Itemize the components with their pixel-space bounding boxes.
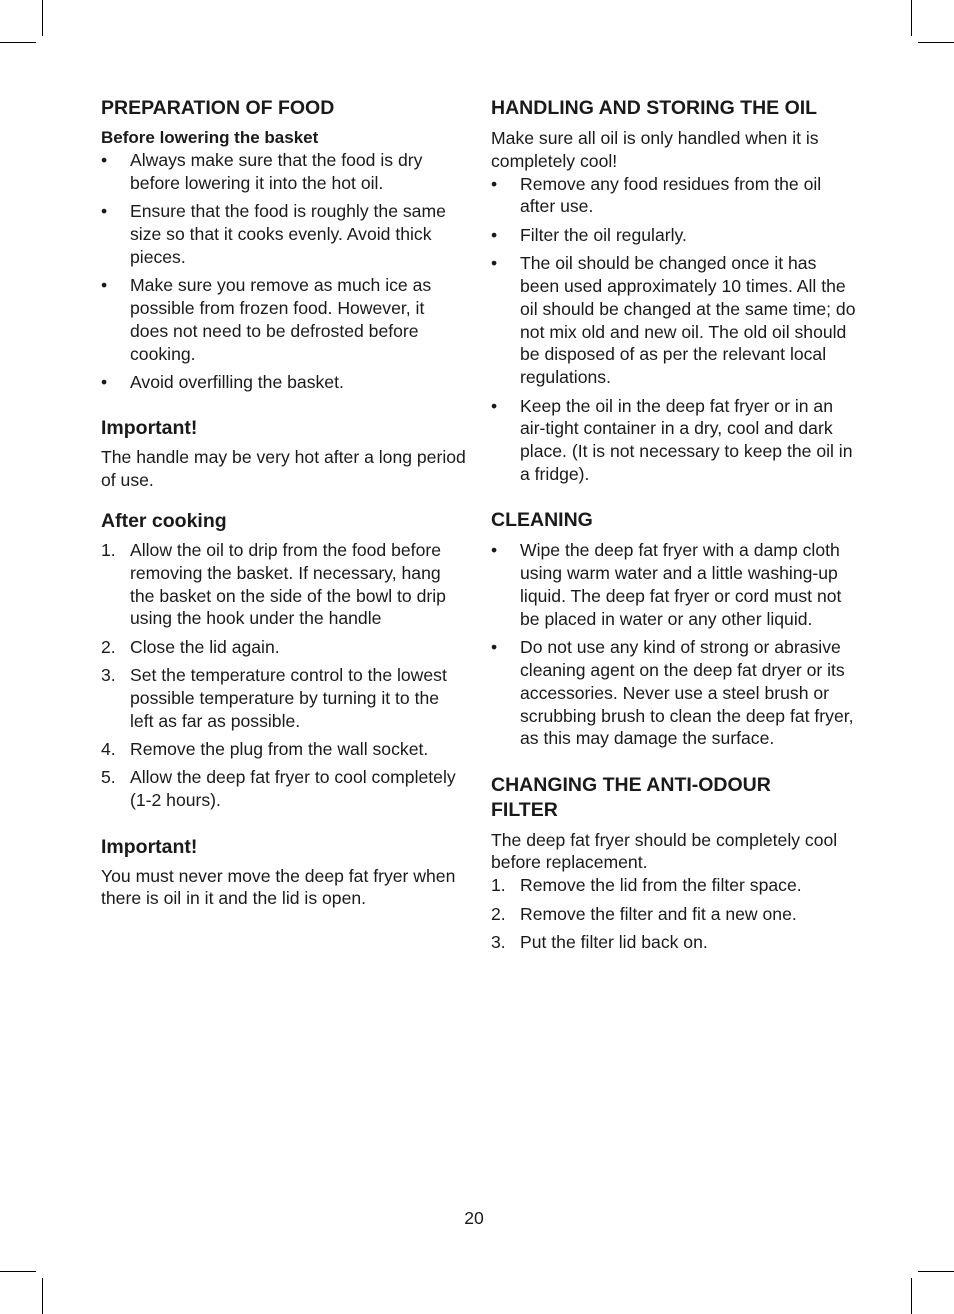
list-item <box>101 664 466 732</box>
crop-mark-bottom-left-v <box>42 1278 43 1314</box>
number-marker: 3. <box>101 665 116 686</box>
number-marker: 1. <box>101 539 116 560</box>
list-item <box>491 931 856 954</box>
crop-mark-bottom-right-h <box>918 1271 954 1272</box>
bullet-marker: • <box>491 540 498 561</box>
oil-heading: HANDLING AND STORING THE OIL <box>491 97 818 119</box>
important-text-1: The handle may be very hot after a long period of use. <box>101 447 466 491</box>
before-lowering-list <box>101 149 466 394</box>
list-item <box>491 395 856 486</box>
list-item <box>491 539 856 630</box>
number-marker: 2. <box>491 903 506 924</box>
filter-list <box>491 874 856 954</box>
oil-list <box>491 173 856 486</box>
before-lowering-subheading: Before lowering the basket <box>101 128 319 147</box>
number-marker: 2. <box>101 636 116 657</box>
list-item-text: Close the lid again. <box>130 636 280 657</box>
list-item <box>101 738 466 761</box>
list-item <box>101 636 466 659</box>
oil-intro: Make sure all oil is only handled when it is completely cool! <box>491 128 819 171</box>
important-text-2: You must never move the deep fat fryer when there is oil in it and the lid is open. <box>101 865 456 909</box>
list-item <box>101 371 466 394</box>
list-item-text: Avoid overfilling the basket. <box>130 371 344 392</box>
list-item-text: Allow the oil to drip from the food before removing the basket. If necessary, hang the basket on the side of the bowl to drip using the hook under the handle <box>130 539 446 629</box>
cleaning-list <box>491 539 856 750</box>
list-item <box>101 539 466 630</box>
list-item-text: Always make sure that the food is dry before lowering it into the hot oil. <box>130 150 423 193</box>
bullet-marker: • <box>101 150 108 170</box>
bullet-marker: • <box>491 224 498 245</box>
list-item <box>491 636 856 750</box>
filter-heading: CHANGING THE ANTI-ODOUR FILTER <box>491 773 771 821</box>
crop-mark-top-left-h <box>0 42 36 43</box>
list-item-text: Set the temperature control to the lowest possible temperature by turning it to the left as far as possible. <box>130 665 447 731</box>
crop-mark-top-left-v <box>42 0 43 36</box>
list-item <box>101 200 466 268</box>
bullet-marker: • <box>101 201 108 222</box>
left-column <box>101 96 466 910</box>
bullet-marker: • <box>491 173 498 194</box>
list-item <box>491 903 856 926</box>
number-marker: 1. <box>491 875 506 896</box>
number-marker: 4. <box>101 739 116 760</box>
bullet-marker: • <box>491 253 498 274</box>
list-item-text: Make sure you remove as much ice as possible from frozen food. However, it does not need to be defrosted before cooking. <box>130 275 432 364</box>
list-item <box>491 173 856 219</box>
crop-mark-top-right-h <box>918 42 954 43</box>
important-heading-2: Important! <box>101 835 198 858</box>
page-number: 20 <box>464 1208 484 1228</box>
important-heading-1: Important! <box>101 417 198 440</box>
crop-mark-bottom-left-h <box>0 1271 36 1272</box>
list-item <box>101 274 466 365</box>
list-item <box>101 766 466 812</box>
preparation-heading: PREPARATION OF FOOD <box>101 97 335 119</box>
bullet-marker: • <box>491 395 498 416</box>
list-item-text: Put the filter lid back on. <box>520 932 708 953</box>
list-item-text: Wipe the deep fat fryer with a damp cloth using warm water and a little washing-up liquid. The deep fat fryer or cord must not be placed in water or any other liquid. <box>520 540 842 629</box>
list-item <box>491 874 856 897</box>
right-column <box>491 96 856 959</box>
bullet-marker: • <box>491 637 498 658</box>
bullet-marker: • <box>101 371 108 392</box>
list-item <box>491 252 856 389</box>
list-item-text: Remove the filter and fit a new one. <box>520 903 797 924</box>
filter-intro: The deep fat fryer should be completely cool before replacement. <box>491 829 838 873</box>
list-item-text: Remove the plug from the wall socket. <box>130 739 429 760</box>
list-item-text: Keep the oil in the deep fat fryer or in an air-tight container in a dry, cool and dark place. (It is not necessary to keep the oil in a fridge). <box>520 395 853 484</box>
list-item-text: Remove the lid from the filter space. <box>520 875 802 896</box>
number-marker: 5. <box>101 767 116 788</box>
list-item-text: The oil should be changed once it has been used approximately 10 times. All the oil should be changed at the same time; do not mix old and new oil. The old oil should be disposed of as per the relevant local regulations. <box>520 253 856 388</box>
crop-mark-bottom-right-v <box>911 1278 912 1314</box>
crop-mark-top-right-v <box>911 0 912 36</box>
list-item-text: Allow the deep fat fryer to cool completely (1-2 hours). <box>130 767 456 811</box>
list-item <box>101 149 466 195</box>
list-item <box>491 224 856 247</box>
list-item-text: Do not use any kind of strong or abrasive cleaning agent on the deep fat dryer or its accessories. Never use a steel brush or scrubbing brush to clean the deep fat fryer, as this may damage the surface. <box>520 637 854 749</box>
list-item-text: Remove any food residues from the oil after use. <box>520 173 822 217</box>
after-cooking-list <box>101 539 466 812</box>
list-item-text: Ensure that the food is roughly the same size so that it cooks evenly. Avoid thick pieces. <box>130 201 446 267</box>
list-item-text: Filter the oil regularly. <box>520 224 687 245</box>
after-cooking-heading: After cooking <box>101 509 227 532</box>
cleaning-heading: CLEANING <box>491 509 593 532</box>
bullet-marker: • <box>101 275 108 296</box>
number-marker: 3. <box>491 932 506 953</box>
